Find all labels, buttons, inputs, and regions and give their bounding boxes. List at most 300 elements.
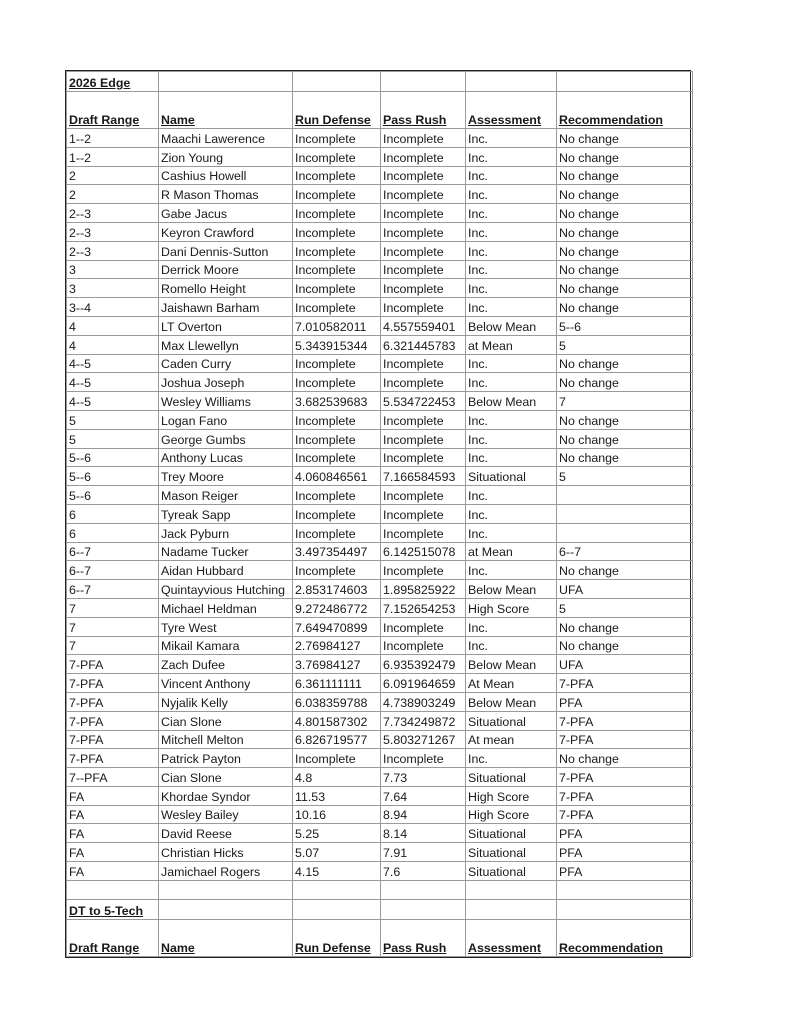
assessment-cell[interactable]: Inc. [466,523,557,542]
empty-cell[interactable] [557,899,693,919]
recommendation-cell[interactable]: No change [557,147,693,166]
name-cell[interactable]: Tyreak Sapp [159,504,293,523]
pass-rush-cell[interactable]: 1.895825922 [381,580,466,599]
empty-cell[interactable] [293,72,381,92]
empty-cell[interactable] [159,899,293,919]
name-cell[interactable]: Anthony Lucas [159,448,293,467]
name-cell[interactable]: George Gumbs [159,429,293,448]
recommendation-cell[interactable]: No change [557,260,693,279]
empty-cell[interactable] [466,899,557,919]
pass-rush-cell[interactable]: Incomplete [381,185,466,204]
run-defense-cell[interactable]: 7.649470899 [293,617,381,636]
column-header-row [67,92,693,129]
table-row [67,448,693,467]
table-row [67,692,693,711]
run-defense-cell[interactable]: Incomplete [293,561,381,580]
pass-rush-cell[interactable]: 7.6 [381,862,466,881]
run-defense-cell[interactable]: Incomplete [293,448,381,467]
table-row [67,561,693,580]
table-row [67,786,693,805]
column-header-label: Draft Range [69,113,140,127]
recommendation-cell[interactable]: PFA [557,692,693,711]
recommendation-cell[interactable]: No change [557,354,693,373]
name-cell[interactable]: Joshua Joseph [159,373,293,392]
pass-rush-cell[interactable]: Incomplete [381,636,466,655]
pass-rush-cell[interactable]: 4.557559401 [381,316,466,335]
draft-range-cell[interactable]: 6--7 [67,580,159,599]
pass-rush-cell[interactable]: Incomplete [381,222,466,241]
run-defense-cell[interactable]: 7.010582011 [293,316,381,335]
pass-rush-cell[interactable]: 6.142515078 [381,542,466,561]
assessment-cell[interactable]: Inc. [466,147,557,166]
draft-range-cell[interactable]: 4 [67,316,159,335]
pass-rush-cell[interactable]: Incomplete [381,279,466,298]
draft-range-cell[interactable]: 5--6 [67,467,159,486]
draft-range-cell[interactable]: 2 [67,166,159,185]
run-defense-cell[interactable]: Incomplete [293,260,381,279]
assessment-cell[interactable]: At mean [466,730,557,749]
assessment-cell[interactable]: Inc. [466,410,557,429]
draft-range-cell[interactable]: 5--6 [67,486,159,505]
assessment-cell[interactable]: Inc. [466,486,557,505]
empty-cell[interactable] [466,880,557,899]
draft-range-cell[interactable]: 7-PFA [67,730,159,749]
name-cell[interactable]: Cashius Howell [159,166,293,185]
recommendation-cell[interactable]: 5--6 [557,316,693,335]
empty-cell[interactable] [381,899,466,919]
run-defense-cell[interactable]: Incomplete [293,147,381,166]
column-header[interactable] [67,92,159,129]
section-title[interactable] [67,899,159,919]
run-defense-cell[interactable]: Incomplete [293,241,381,260]
empty-cell[interactable] [293,880,381,899]
draft-range-cell[interactable]: 7-PFA [67,711,159,730]
draft-range-cell[interactable]: 7-PFA [67,655,159,674]
name-cell[interactable]: Gabe Jacus [159,204,293,223]
recommendation-cell[interactable]: No change [557,429,693,448]
assessment-cell[interactable]: Situational [466,862,557,881]
name-cell[interactable]: R Mason Thomas [159,185,293,204]
table-row [67,335,693,354]
recommendation-cell[interactable]: 5 [557,598,693,617]
assessment-cell[interactable]: Inc. [466,166,557,185]
assessment-cell[interactable]: Inc. [466,448,557,467]
empty-cell[interactable] [381,72,466,92]
draft-range-cell[interactable]: 6--7 [67,542,159,561]
recommendation-cell[interactable]: 7-PFA [557,711,693,730]
pass-rush-cell[interactable]: Incomplete [381,486,466,505]
run-defense-cell[interactable]: 11.53 [293,786,381,805]
table-row [67,749,693,768]
assessment-cell[interactable]: High Score [466,805,557,824]
run-defense-cell[interactable]: Incomplete [293,373,381,392]
recommendation-cell[interactable]: No change [557,749,693,768]
run-defense-cell[interactable]: Incomplete [293,749,381,768]
column-header[interactable] [557,919,693,956]
empty-cell[interactable] [466,72,557,92]
assessment-cell[interactable]: Inc. [466,429,557,448]
column-header[interactable] [466,919,557,956]
section-title-text: 2026 Edge [69,76,131,90]
recommendation-cell[interactable]: 7-PFA [557,786,693,805]
run-defense-cell[interactable]: Incomplete [293,204,381,223]
name-cell[interactable]: Wesley Williams [159,392,293,411]
table-row [67,241,693,260]
pass-rush-cell[interactable]: 7.91 [381,843,466,862]
recommendation-cell[interactable]: No change [557,185,693,204]
draft-range-cell[interactable]: FA [67,786,159,805]
name-cell[interactable]: Christian Hicks [159,843,293,862]
name-cell[interactable]: Zion Young [159,147,293,166]
recommendation-cell[interactable]: UFA [557,580,693,599]
run-defense-cell[interactable]: 5.25 [293,824,381,843]
pass-rush-cell[interactable]: Incomplete [381,561,466,580]
assessment-cell[interactable]: Inc. [466,636,557,655]
pass-rush-cell[interactable]: 5.534722453 [381,392,466,411]
run-defense-cell[interactable]: 4.801587302 [293,711,381,730]
column-header-label: Recommendation [559,940,663,955]
table-row [67,129,693,148]
name-cell[interactable]: Mikail Kamara [159,636,293,655]
pass-rush-cell[interactable]: 4.738903249 [381,692,466,711]
assessment-cell[interactable]: Inc. [466,241,557,260]
pass-rush-cell[interactable]: Incomplete [381,354,466,373]
recommendation-cell[interactable]: No change [557,204,693,223]
pass-rush-cell[interactable]: Incomplete [381,504,466,523]
name-cell[interactable]: Caden Curry [159,354,293,373]
assessment-cell[interactable]: Inc. [466,354,557,373]
name-cell[interactable]: Nyjalik Kelly [159,692,293,711]
recommendation-cell[interactable]: 5 [557,335,693,354]
recommendation-cell[interactable]: No change [557,448,693,467]
column-header[interactable] [557,92,693,129]
table-row [67,260,693,279]
run-defense-cell[interactable]: 5.343915344 [293,335,381,354]
assessment-cell[interactable]: Inc. [466,279,557,298]
recommendation-cell[interactable]: PFA [557,824,693,843]
recommendation-cell[interactable]: No change [557,561,693,580]
column-header-label: Assessment [468,940,542,955]
draft-range-cell[interactable]: 2--3 [67,204,159,223]
draft-range-cell[interactable]: 6 [67,523,159,542]
pass-rush-cell[interactable]: Incomplete [381,749,466,768]
draft-range-cell[interactable]: 1--2 [67,129,159,148]
assessment-cell[interactable]: at Mean [466,542,557,561]
assessment-cell[interactable]: Situational [466,467,557,486]
pass-rush-cell[interactable]: Incomplete [381,448,466,467]
recommendation-cell[interactable]: 6--7 [557,542,693,561]
pass-rush-cell[interactable]: 6.935392479 [381,655,466,674]
table-row [67,185,693,204]
draft-range-cell[interactable]: 3 [67,279,159,298]
assessment-cell[interactable]: High Score [466,786,557,805]
pass-rush-cell[interactable]: 6.321445783 [381,335,466,354]
pass-rush-cell[interactable]: Incomplete [381,204,466,223]
run-defense-cell[interactable]: 10.16 [293,805,381,824]
run-defense-cell[interactable]: Incomplete [293,523,381,542]
run-defense-cell[interactable]: Incomplete [293,166,381,185]
name-cell[interactable]: LT Overton [159,316,293,335]
name-cell[interactable]: Zach Dufee [159,655,293,674]
pass-rush-cell[interactable]: Incomplete [381,298,466,317]
recommendation-cell[interactable]: 5 [557,467,693,486]
draft-range-cell[interactable]: 6 [67,504,159,523]
pass-rush-cell[interactable]: 7.73 [381,768,466,787]
recommendation-cell[interactable]: No change [557,410,693,429]
run-defense-cell[interactable]: Incomplete [293,279,381,298]
column-header-label: Run Defense [295,113,371,127]
name-cell[interactable]: Michael Heldman [159,598,293,617]
empty-cell[interactable] [557,880,693,899]
assessment-cell[interactable]: Inc. [466,204,557,223]
assessment-cell[interactable]: Situational [466,824,557,843]
run-defense-cell[interactable]: 4.060846561 [293,467,381,486]
recommendation-cell[interactable]: 7-PFA [557,768,693,787]
assessment-cell[interactable]: High Score [466,598,557,617]
assessment-cell[interactable]: Below Mean [466,580,557,599]
draft-range-cell[interactable]: 5 [67,429,159,448]
name-cell[interactable]: Patrick Payton [159,749,293,768]
pass-rush-cell[interactable]: Incomplete [381,241,466,260]
draft-range-cell[interactable]: 7 [67,598,159,617]
name-cell[interactable]: Logan Fano [159,410,293,429]
assessment-cell[interactable]: Below Mean [466,692,557,711]
recommendation-cell[interactable] [557,523,693,542]
pass-rush-cell[interactable]: Incomplete [381,373,466,392]
name-cell[interactable]: Dani Dennis-Sutton [159,241,293,260]
draft-range-cell[interactable]: 2 [67,185,159,204]
name-cell[interactable]: Quintayvious Hutching [159,580,293,599]
run-defense-cell[interactable]: Incomplete [293,354,381,373]
assessment-cell[interactable]: Inc. [466,373,557,392]
run-defense-cell[interactable]: Incomplete [293,222,381,241]
assessment-cell[interactable]: At Mean [466,674,557,693]
pass-rush-cell[interactable]: 6.091964659 [381,674,466,693]
assessment-cell[interactable]: Below Mean [466,316,557,335]
assessment-cell[interactable]: Situational [466,843,557,862]
empty-cell[interactable] [557,72,693,92]
assessment-cell[interactable]: Inc. [466,617,557,636]
pass-rush-cell[interactable]: Incomplete [381,166,466,185]
run-defense-cell[interactable]: Incomplete [293,429,381,448]
section-title[interactable] [67,72,159,92]
run-defense-cell[interactable]: Incomplete [293,410,381,429]
draft-range-cell[interactable]: FA [67,805,159,824]
table-row [67,580,693,599]
run-defense-cell[interactable]: 3.76984127 [293,655,381,674]
pass-rush-cell[interactable]: 5.803271267 [381,730,466,749]
assessment-cell[interactable]: Below Mean [466,655,557,674]
pass-rush-cell[interactable]: 7.152654253 [381,598,466,617]
recommendation-cell[interactable]: 7 [557,392,693,411]
draft-range-cell[interactable]: 7-PFA [67,749,159,768]
draft-range-cell[interactable]: 3--4 [67,298,159,317]
assessment-cell[interactable]: Inc. [466,298,557,317]
recommendation-cell[interactable]: No change [557,166,693,185]
draft-range-cell[interactable]: 7 [67,617,159,636]
draft-range-cell[interactable]: 5--6 [67,448,159,467]
name-cell[interactable]: Keyron Crawford [159,222,293,241]
table-row [67,222,693,241]
pass-rush-cell[interactable]: Incomplete [381,147,466,166]
run-defense-cell[interactable]: 6.361111111 [293,674,381,693]
recommendation-cell[interactable]: No change [557,636,693,655]
name-cell[interactable]: Cian Slone [159,711,293,730]
name-cell[interactable]: Wesley Bailey [159,805,293,824]
recommendation-cell[interactable]: No change [557,222,693,241]
draft-range-cell[interactable]: 5 [67,410,159,429]
name-cell[interactable]: Romello Height [159,279,293,298]
pass-rush-cell[interactable]: 7.166584593 [381,467,466,486]
name-cell[interactable]: Aidan Hubbard [159,561,293,580]
column-header-label: Run Defense [295,940,371,955]
run-defense-cell[interactable]: 9.272486772 [293,598,381,617]
run-defense-cell[interactable]: 2.76984127 [293,636,381,655]
run-defense-cell[interactable]: 3.497354497 [293,542,381,561]
name-cell[interactable]: Mitchell Melton [159,730,293,749]
draft-range-cell[interactable]: 7--PFA [67,768,159,787]
name-cell[interactable]: Derrick Moore [159,260,293,279]
empty-cell[interactable] [159,72,293,92]
empty-cell[interactable] [381,880,466,899]
assessment-cell[interactable]: Below Mean [466,392,557,411]
pass-rush-cell[interactable]: 7.64 [381,786,466,805]
assessment-cell[interactable]: at Mean [466,335,557,354]
run-defense-cell[interactable]: 6.038359788 [293,692,381,711]
pass-rush-cell[interactable]: Incomplete [381,410,466,429]
draft-range-cell[interactable]: 1--2 [67,147,159,166]
run-defense-cell[interactable]: Incomplete [293,486,381,505]
name-cell[interactable]: Khordae Syndor [159,786,293,805]
recommendation-cell[interactable]: 7-PFA [557,805,693,824]
table-row [67,598,693,617]
run-defense-cell[interactable]: 4.8 [293,768,381,787]
recommendation-cell[interactable]: No change [557,129,693,148]
pass-rush-cell[interactable]: Incomplete [381,129,466,148]
recommendation-cell[interactable]: No change [557,373,693,392]
run-defense-cell[interactable]: 4.15 [293,862,381,881]
recommendation-cell[interactable]: PFA [557,843,693,862]
column-header[interactable] [381,92,466,129]
column-header[interactable] [293,92,381,129]
assessment-cell[interactable]: Situational [466,768,557,787]
name-cell[interactable]: Max Llewellyn [159,335,293,354]
run-defense-cell[interactable]: 6.826719577 [293,730,381,749]
draft-range-cell[interactable]: 7-PFA [67,674,159,693]
name-cell[interactable]: Maachi Lawerence [159,129,293,148]
table-row [67,298,693,317]
name-cell[interactable]: David Reese [159,824,293,843]
run-defense-cell[interactable]: 5.07 [293,843,381,862]
run-defense-cell[interactable]: Incomplete [293,504,381,523]
name-cell[interactable]: Nadame Tucker [159,542,293,561]
draft-range-cell[interactable]: FA [67,824,159,843]
name-cell[interactable]: Jamichael Rogers [159,862,293,881]
name-cell[interactable]: Vincent Anthony [159,674,293,693]
section-title-row [67,72,693,92]
column-header[interactable] [159,919,293,956]
name-cell[interactable]: Jaishawn Barham [159,298,293,317]
draft-range-cell[interactable]: 4--5 [67,392,159,411]
recommendation-cell[interactable]: 7-PFA [557,730,693,749]
table-row [67,392,693,411]
assessment-cell[interactable]: Inc. [466,129,557,148]
table-row [67,166,693,185]
run-defense-cell[interactable]: Incomplete [293,298,381,317]
pass-rush-cell[interactable]: Incomplete [381,260,466,279]
recommendation-cell[interactable]: No change [557,298,693,317]
run-defense-cell[interactable]: Incomplete [293,185,381,204]
draft-range-cell[interactable]: 4 [67,335,159,354]
draft-range-cell[interactable]: 2--3 [67,222,159,241]
recommendation-cell[interactable]: No change [557,617,693,636]
draft-range-cell[interactable]: FA [67,843,159,862]
table-row [67,655,693,674]
recommendation-cell[interactable]: UFA [557,655,693,674]
column-header[interactable] [293,919,381,956]
name-cell[interactable]: Cian Slone [159,768,293,787]
draft-range-cell[interactable]: 4--5 [67,373,159,392]
pass-rush-cell[interactable]: Incomplete [381,617,466,636]
empty-cell[interactable] [67,880,159,899]
name-cell[interactable]: Tyre West [159,617,293,636]
name-cell[interactable]: Trey Moore [159,467,293,486]
draft-range-cell[interactable]: 3 [67,260,159,279]
column-header[interactable] [381,919,466,956]
name-cell[interactable]: Mason Reiger [159,486,293,505]
section-title-text: DT to 5-Tech [69,903,144,918]
pass-rush-cell[interactable]: 8.14 [381,824,466,843]
pass-rush-cell[interactable]: Incomplete [381,523,466,542]
draft-range-cell[interactable]: 7 [67,636,159,655]
draft-range-cell[interactable]: FA [67,862,159,881]
column-header[interactable] [159,92,293,129]
recommendation-cell[interactable]: PFA [557,862,693,881]
draft-range-cell[interactable]: 6--7 [67,561,159,580]
assessment-cell[interactable]: Inc. [466,749,557,768]
assessment-cell[interactable]: Inc. [466,561,557,580]
recommendation-cell[interactable]: No change [557,279,693,298]
assessment-cell[interactable]: Inc. [466,260,557,279]
assessment-cell[interactable]: Inc. [466,504,557,523]
name-cell[interactable]: Jack Pyburn [159,523,293,542]
recommendation-cell[interactable] [557,486,693,505]
column-header-label: Name [161,940,195,955]
run-defense-cell[interactable]: 2.853174603 [293,580,381,599]
assessment-cell[interactable]: Inc. [466,222,557,241]
assessment-cell[interactable]: Inc. [466,185,557,204]
recommendation-cell[interactable]: No change [557,241,693,260]
run-defense-cell[interactable]: 3.682539683 [293,392,381,411]
assessment-cell[interactable]: Situational [466,711,557,730]
pass-rush-cell[interactable]: 8.94 [381,805,466,824]
recommendation-cell[interactable]: 7-PFA [557,674,693,693]
pass-rush-cell[interactable]: Incomplete [381,429,466,448]
empty-cell[interactable] [293,899,381,919]
empty-cell[interactable] [159,880,293,899]
run-defense-cell[interactable]: Incomplete [293,129,381,148]
table-row [67,674,693,693]
column-header[interactable] [67,919,159,956]
draft-range-cell[interactable]: 2--3 [67,241,159,260]
column-header[interactable] [466,92,557,129]
table-row [67,429,693,448]
pass-rush-cell[interactable]: 7.734249872 [381,711,466,730]
draft-range-cell[interactable]: 7-PFA [67,692,159,711]
table-row [67,504,693,523]
draft-range-cell[interactable]: 4--5 [67,354,159,373]
recommendation-cell[interactable] [557,504,693,523]
